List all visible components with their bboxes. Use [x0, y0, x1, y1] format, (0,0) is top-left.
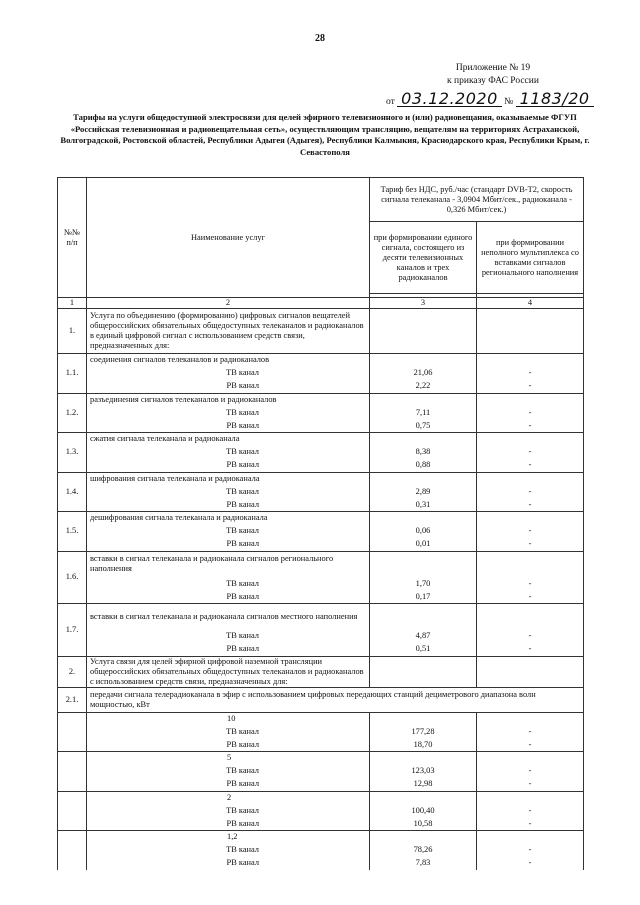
- dash-cell: -: [477, 419, 584, 433]
- tv-value: 100,40: [370, 804, 477, 817]
- rv-value: 7,83: [370, 857, 477, 870]
- item-number: 1.3.: [58, 433, 87, 473]
- power-value: 2: [87, 791, 370, 804]
- tv-value: 21,06: [370, 367, 477, 380]
- empty-cell: [370, 551, 477, 577]
- tv-label: ТВ канал: [87, 804, 370, 817]
- empty-cell: [370, 656, 477, 687]
- rv-label: РВ канал: [87, 817, 370, 831]
- tv-label: ТВ канал: [87, 446, 370, 459]
- dash-cell: -: [477, 538, 584, 552]
- empty-cell: [477, 712, 584, 725]
- rv-row: [58, 498, 584, 512]
- header-col4: при формировании неполного мультиплекса со вставками сигналов регионального наполнения: [477, 222, 584, 294]
- appendix-title: Приложение № 19: [455, 63, 531, 73]
- item-label: вставки в сигнал телеканала и радиоканала сигналов регионального наполнения: [87, 551, 370, 577]
- rv-label: РВ канал: [87, 590, 370, 604]
- item-row: [58, 604, 584, 630]
- rv-row: [58, 643, 584, 657]
- rv-value: 0,88: [370, 459, 477, 473]
- tv-value: 8,38: [370, 446, 477, 459]
- power-row: [58, 791, 584, 804]
- rv-row: [58, 857, 584, 870]
- empty-cell: [370, 309, 477, 354]
- colnum-1: 1: [58, 298, 87, 309]
- rv-value: 10,58: [370, 817, 477, 831]
- empty-cell: [370, 354, 477, 367]
- tv-row: [58, 485, 584, 498]
- item-label: вставки в сигнал телеканала и радиоканала сигналов местного наполнения: [87, 604, 370, 630]
- tv-value: 123,03: [370, 765, 477, 778]
- dash-cell: -: [477, 446, 584, 459]
- rv-value: 0,51: [370, 643, 477, 657]
- tv-row: [58, 525, 584, 538]
- header-num: №№ п/п: [58, 178, 87, 298]
- rv-row: [58, 459, 584, 473]
- subsection-number: 2.1.: [58, 687, 87, 712]
- rv-row: [58, 738, 584, 752]
- empty-cell: [477, 433, 584, 446]
- rv-row: [58, 778, 584, 792]
- appendix-block: [418, 62, 568, 88]
- order-from-label: от: [386, 97, 395, 107]
- empty-cell: [477, 393, 584, 406]
- appendix-order-ref: к приказу ФАС России: [447, 76, 539, 86]
- tv-row: [58, 765, 584, 778]
- rv-value: 18,70: [370, 738, 477, 752]
- dash-cell: -: [477, 367, 584, 380]
- rv-row: [58, 419, 584, 433]
- rv-value: 12,98: [370, 778, 477, 792]
- dash-cell: -: [477, 643, 584, 657]
- tariff-table: [57, 177, 584, 870]
- tv-value: 4,87: [370, 630, 477, 643]
- subsection-row: [58, 687, 584, 712]
- tv-value: 78,26: [370, 844, 477, 857]
- dash-cell: -: [477, 817, 584, 831]
- item-row: [58, 354, 584, 367]
- dash-cell: -: [477, 778, 584, 792]
- power-row: [58, 752, 584, 765]
- rv-label: РВ канал: [87, 738, 370, 752]
- empty-cell: [370, 831, 477, 844]
- empty-cell: [58, 831, 87, 870]
- tv-row: [58, 367, 584, 380]
- item-row: [58, 472, 584, 485]
- item-row: [58, 551, 584, 577]
- tv-row: [58, 844, 584, 857]
- subsection-text: передачи сигнала телерадиоканала в эфир с использованием цифровых передающих станций дециметрового диапазона волн мощностью, кВт: [87, 687, 584, 712]
- empty-cell: [58, 712, 87, 752]
- item-row: [58, 512, 584, 525]
- tv-row: [58, 630, 584, 643]
- dash-cell: -: [477, 857, 584, 870]
- tv-row: [58, 725, 584, 738]
- power-value: 1,2: [87, 831, 370, 844]
- order-number-label: №: [504, 97, 514, 107]
- tv-value: 1,70: [370, 577, 477, 590]
- tv-row: [58, 577, 584, 590]
- order-number: 1183/20: [516, 91, 594, 107]
- empty-cell: [370, 712, 477, 725]
- rv-value: 2,22: [370, 380, 477, 394]
- empty-cell: [477, 831, 584, 844]
- power-row: [58, 831, 584, 844]
- dash-cell: -: [477, 525, 584, 538]
- tv-value: 177,28: [370, 725, 477, 738]
- tv-label: ТВ канал: [87, 485, 370, 498]
- column-number-row: [58, 298, 584, 309]
- empty-cell: [477, 752, 584, 765]
- dash-cell: -: [477, 804, 584, 817]
- item-number: 1.6.: [58, 551, 87, 604]
- section-row: [58, 309, 584, 354]
- tv-label: ТВ канал: [87, 525, 370, 538]
- rv-value: 0,75: [370, 419, 477, 433]
- item-number: 1.5.: [58, 512, 87, 552]
- dash-cell: -: [477, 738, 584, 752]
- dash-cell: -: [477, 485, 584, 498]
- empty-cell: [477, 354, 584, 367]
- dash-cell: -: [477, 725, 584, 738]
- dash-cell: -: [477, 590, 584, 604]
- empty-cell: [477, 512, 584, 525]
- power-value: 5: [87, 752, 370, 765]
- rv-label: РВ канал: [87, 643, 370, 657]
- dash-cell: -: [477, 380, 584, 394]
- rv-label: РВ канал: [87, 419, 370, 433]
- rv-row: [58, 817, 584, 831]
- item-number: 1.7.: [58, 604, 87, 657]
- header-name: Наименование услуг: [87, 178, 370, 298]
- empty-cell: [477, 309, 584, 354]
- empty-cell: [477, 472, 584, 485]
- section-text: Услуга связи для целей эфирной цифровой наземной трансляции общероссийских обязательных общедоступных телеканалов и радиоканалов с использованием средств связи, предназначенных для:: [87, 656, 370, 687]
- rv-row: [58, 590, 584, 604]
- rv-row: [58, 538, 584, 552]
- empty-cell: [477, 604, 584, 630]
- rv-label: РВ канал: [87, 459, 370, 473]
- rv-value: 0,31: [370, 498, 477, 512]
- tv-label: ТВ канал: [87, 406, 370, 419]
- tv-value: 2,89: [370, 485, 477, 498]
- rv-label: РВ канал: [87, 380, 370, 394]
- tv-row: [58, 406, 584, 419]
- tv-label: ТВ канал: [87, 577, 370, 590]
- empty-cell: [58, 752, 87, 792]
- empty-cell: [477, 791, 584, 804]
- document-title: Тарифы на услуги общедоступной электросвязи для целей эфирного телевизионного и (или) радиовещания, оказываемые ФГУП «Российская телевизионная и радиовещательная сеть», осуществляющим трансляцию, вещателям на территориях Астраханской, Волгоградской, Ростовской областей, Республики Адыгея (Адыгея), Республики Калмыкия, Краснодарского края, Республики Крым, г. Севастополя: [60, 112, 590, 157]
- item-label: соединения сигналов телеканалов и радиоканалов: [87, 354, 370, 367]
- tv-label: ТВ канал: [87, 844, 370, 857]
- empty-cell: [58, 791, 87, 831]
- empty-cell: [370, 752, 477, 765]
- rv-label: РВ канал: [87, 778, 370, 792]
- order-line: [386, 91, 594, 107]
- colnum-3: 3: [370, 298, 477, 309]
- dash-cell: -: [477, 459, 584, 473]
- item-row: [58, 433, 584, 446]
- order-date: 03.12.2020: [397, 91, 502, 107]
- section-number: 1.: [58, 309, 87, 354]
- empty-cell: [370, 604, 477, 630]
- empty-cell: [370, 791, 477, 804]
- item-label: сжатия сигнала телеканала и радиоканала: [87, 433, 370, 446]
- empty-cell: [477, 656, 584, 687]
- power-row: [58, 712, 584, 725]
- item-label: дешифрования сигнала телеканала и радиоканала: [87, 512, 370, 525]
- rv-label: РВ канал: [87, 498, 370, 512]
- section-row: [58, 656, 584, 687]
- tv-label: ТВ канал: [87, 367, 370, 380]
- tv-label: ТВ канал: [87, 725, 370, 738]
- tv-row: [58, 804, 584, 817]
- rv-row: [58, 380, 584, 394]
- dash-cell: -: [477, 498, 584, 512]
- tv-value: 0,06: [370, 525, 477, 538]
- page-number: 28: [315, 33, 325, 44]
- empty-cell: [370, 433, 477, 446]
- empty-cell: [370, 512, 477, 525]
- dash-cell: -: [477, 406, 584, 419]
- item-label: разъединения сигналов телеканалов и радиоканалов: [87, 393, 370, 406]
- tv-value: 7,11: [370, 406, 477, 419]
- dash-cell: -: [477, 630, 584, 643]
- dash-cell: -: [477, 844, 584, 857]
- rv-label: РВ канал: [87, 538, 370, 552]
- empty-cell: [370, 393, 477, 406]
- empty-cell: [477, 551, 584, 577]
- item-number: 1.2.: [58, 393, 87, 433]
- tv-label: ТВ канал: [87, 630, 370, 643]
- rv-value: 0,17: [370, 590, 477, 604]
- item-number: 1.1.: [58, 354, 87, 394]
- item-row: [58, 393, 584, 406]
- section-number: 2.: [58, 656, 87, 687]
- item-label: шифрования сигнала телеканала и радиоканала: [87, 472, 370, 485]
- colnum-4: 4: [477, 298, 584, 309]
- header-tariff: Тариф без НДС, руб./час (стандарт DVB-T2, скорость сигнала телеканала - 3,0904 Мбит/сек., радиоканала - 0,326 Мбит/сек.): [370, 178, 584, 222]
- empty-cell: [370, 472, 477, 485]
- rv-label: РВ канал: [87, 857, 370, 870]
- power-value: 10: [87, 712, 370, 725]
- dash-cell: -: [477, 577, 584, 590]
- tv-label: ТВ канал: [87, 765, 370, 778]
- section-text: Услуга по объединению (формированию) цифровых сигналов вещателей общероссийских обязательных общедоступных телеканалов и радиоканалов в единый цифровой сигнал с использованием средств связи, предназначенных для:: [87, 309, 370, 354]
- header-col3: при формировании единого сигнала, состоящего из десяти телевизионных каналов и трех радиоканалов: [370, 222, 477, 294]
- dash-cell: -: [477, 765, 584, 778]
- colnum-2: 2: [87, 298, 370, 309]
- item-number: 1.4.: [58, 472, 87, 512]
- rv-value: 0,01: [370, 538, 477, 552]
- tv-row: [58, 446, 584, 459]
